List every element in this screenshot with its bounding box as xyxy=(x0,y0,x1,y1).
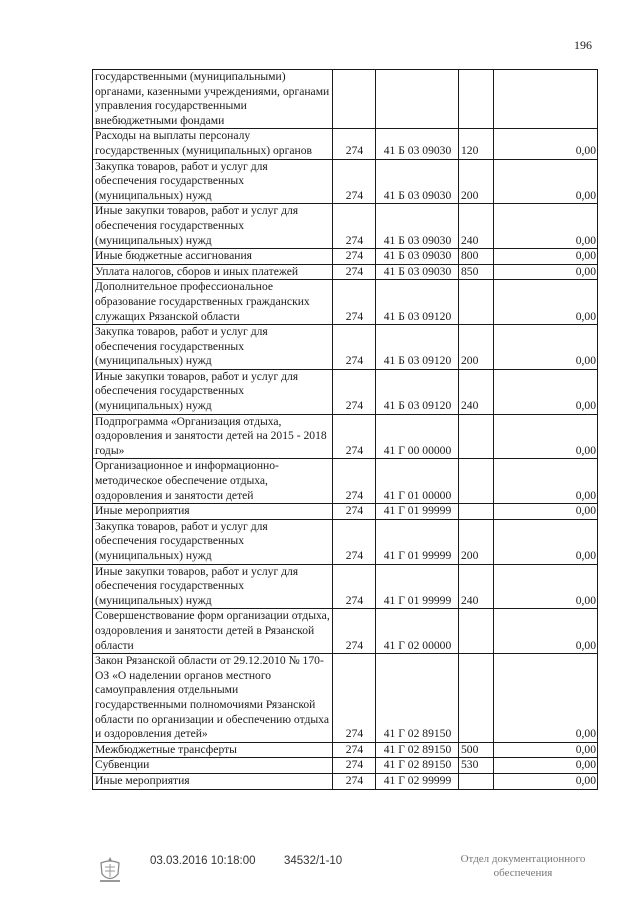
table-row xyxy=(93,70,598,129)
cell-classification: 41 Б 03 09030 xyxy=(376,264,459,280)
cell-code: 274 xyxy=(333,369,376,414)
cell-code: 274 xyxy=(333,459,376,504)
cell-classification: 41 Г 01 00000 xyxy=(376,459,459,504)
cell-code: 274 xyxy=(333,654,376,743)
cell-classification: 41 Б 03 09030 xyxy=(376,159,459,204)
table-row xyxy=(93,159,598,204)
cell-classification: 41 Г 02 89150 xyxy=(376,654,459,743)
cell-code: 274 xyxy=(333,249,376,265)
footer-doc-number: 34532/1-10 xyxy=(284,855,343,867)
budget-table xyxy=(92,69,598,790)
cell-sum: 0,00 xyxy=(494,773,598,789)
cell-classification: 41 Б 03 09030 xyxy=(376,249,459,265)
cell-code: 274 xyxy=(333,204,376,249)
table-row xyxy=(93,280,598,325)
stamp-line-2: обеспечения xyxy=(493,867,553,879)
cell-classification: 41 Б 03 09120 xyxy=(376,369,459,414)
cell-code xyxy=(333,70,376,129)
cell-classification: 41 Б 03 09120 xyxy=(376,325,459,370)
cell-classification: 41 Г 01 99999 xyxy=(376,504,459,520)
budget-table-body xyxy=(93,70,598,790)
cell-classification: 41 Г 02 89150 xyxy=(376,758,459,774)
cell-sum: 0,00 xyxy=(494,280,598,325)
cell-name: Иные закупки товаров, работ и услуг для обеспечения государственных (муниципальных) нужд xyxy=(93,204,333,249)
cell-classification xyxy=(376,70,459,129)
coat-of-arms-icon xyxy=(94,854,126,886)
department-stamp xyxy=(448,852,598,880)
cell-name: Иные мероприятия xyxy=(93,504,333,520)
cell-name: Расходы на выплаты персоналу государственных (муниципальных) органов xyxy=(93,129,333,159)
cell-expense-type xyxy=(459,773,494,789)
cell-name: Уплата налогов, сборов и иных платежей xyxy=(93,264,333,280)
cell-name: Субвенции xyxy=(93,758,333,774)
cell-expense-type: 800 xyxy=(459,249,494,265)
cell-name: государственными (муниципальными) органами, казенными учреждениями, органами управления государственными внебюджетными фондами xyxy=(93,70,333,129)
cell-name: Иные бюджетные ассигнования xyxy=(93,249,333,265)
table-row xyxy=(93,325,598,370)
footer-timestamp: 03.03.2016 10:18:00 xyxy=(150,855,256,867)
cell-sum: 0,00 xyxy=(494,325,598,370)
table-row xyxy=(93,773,598,789)
table-row xyxy=(93,369,598,414)
cell-sum: 0,00 xyxy=(494,758,598,774)
cell-classification: 41 Г 01 99999 xyxy=(376,564,459,609)
table-row xyxy=(93,758,598,774)
cell-sum: 0,00 xyxy=(494,249,598,265)
cell-expense-type xyxy=(459,414,494,459)
cell-expense-type: 240 xyxy=(459,369,494,414)
cell-name: Закон Рязанской области от 29.12.2010 № 170-ОЗ «О наделении органов местного самоуправления отдельными государственными полномочиями Рязанской области по организации и обеспечению отдыха и оздоровления детей» xyxy=(93,654,333,743)
cell-name: Иные мероприятия xyxy=(93,773,333,789)
cell-expense-type xyxy=(459,504,494,520)
cell-expense-type: 850 xyxy=(459,264,494,280)
cell-expense-type: 200 xyxy=(459,159,494,204)
cell-code: 274 xyxy=(333,280,376,325)
cell-sum: 0,00 xyxy=(494,159,598,204)
cell-name: Иные закупки товаров, работ и услуг для обеспечения государственных (муниципальных) нужд xyxy=(93,369,333,414)
table-row xyxy=(93,504,598,520)
table-row xyxy=(93,249,598,265)
cell-sum: 0,00 xyxy=(494,414,598,459)
cell-code: 274 xyxy=(333,159,376,204)
cell-name: Закупка товаров, работ и услуг для обеспечения государственных (муниципальных) нужд xyxy=(93,325,333,370)
cell-code: 274 xyxy=(333,325,376,370)
cell-expense-type: 200 xyxy=(459,519,494,564)
cell-sum: 0,00 xyxy=(494,519,598,564)
stamp-line-1: Отдел документационного xyxy=(460,853,586,865)
cell-classification: 41 Г 02 99999 xyxy=(376,773,459,789)
cell-expense-type: 120 xyxy=(459,129,494,159)
cell-code: 274 xyxy=(333,773,376,789)
cell-name: Закупка товаров, работ и услуг для обеспечения государственных (муниципальных) нужд xyxy=(93,159,333,204)
cell-name: Дополнительное профессиональное образование государственных гражданских служащих Рязанской области xyxy=(93,280,333,325)
cell-sum xyxy=(494,70,598,129)
cell-name: Совершенствование форм организации отдыха, оздоровления и занятости детей в Рязанской области xyxy=(93,609,333,654)
cell-expense-type xyxy=(459,70,494,129)
cell-code: 274 xyxy=(333,264,376,280)
cell-expense-type: 500 xyxy=(459,742,494,758)
cell-sum: 0,00 xyxy=(494,609,598,654)
cell-expense-type: 240 xyxy=(459,204,494,249)
table-row xyxy=(93,204,598,249)
page-number: 196 xyxy=(574,38,592,52)
table-row xyxy=(93,264,598,280)
cell-code: 274 xyxy=(333,129,376,159)
cell-classification: 41 Б 03 09120 xyxy=(376,280,459,325)
cell-classification: 41 Г 02 89150 xyxy=(376,742,459,758)
cell-sum: 0,00 xyxy=(494,504,598,520)
table-row xyxy=(93,564,598,609)
cell-classification: 41 Б 03 09030 xyxy=(376,204,459,249)
cell-sum: 0,00 xyxy=(494,654,598,743)
cell-sum: 0,00 xyxy=(494,264,598,280)
cell-expense-type xyxy=(459,459,494,504)
cell-name: Закупка товаров, работ и услуг для обеспечения государственных (муниципальных) нужд xyxy=(93,519,333,564)
cell-classification: 41 Б 03 09030 xyxy=(376,129,459,159)
cell-code: 274 xyxy=(333,564,376,609)
cell-code: 274 xyxy=(333,758,376,774)
cell-classification: 41 Г 00 00000 xyxy=(376,414,459,459)
cell-name: Иные закупки товаров, работ и услуг для обеспечения государственных (муниципальных) нужд xyxy=(93,564,333,609)
table-row xyxy=(93,129,598,159)
cell-sum: 0,00 xyxy=(494,369,598,414)
cell-name: Межбюджетные трансферты xyxy=(93,742,333,758)
cell-sum: 0,00 xyxy=(494,459,598,504)
cell-code: 274 xyxy=(333,504,376,520)
cell-code: 274 xyxy=(333,742,376,758)
cell-code: 274 xyxy=(333,519,376,564)
cell-sum: 0,00 xyxy=(494,564,598,609)
table-row xyxy=(93,459,598,504)
cell-sum: 0,00 xyxy=(494,129,598,159)
table-row xyxy=(93,742,598,758)
cell-code: 274 xyxy=(333,414,376,459)
cell-classification: 41 Г 01 99999 xyxy=(376,519,459,564)
table-row xyxy=(93,414,598,459)
table-row xyxy=(93,519,598,564)
cell-expense-type: 200 xyxy=(459,325,494,370)
cell-expense-type xyxy=(459,280,494,325)
cell-expense-type xyxy=(459,609,494,654)
cell-sum: 0,00 xyxy=(494,204,598,249)
cell-expense-type xyxy=(459,654,494,743)
cell-code: 274 xyxy=(333,609,376,654)
cell-sum: 0,00 xyxy=(494,742,598,758)
cell-expense-type: 240 xyxy=(459,564,494,609)
table-row xyxy=(93,654,598,743)
cell-name: Организационное и информационно-методическое обеспечение отдыха, оздоровления и занятости детей xyxy=(93,459,333,504)
cell-classification: 41 Г 02 00000 xyxy=(376,609,459,654)
table-row xyxy=(93,609,598,654)
cell-name: Подпрограмма «Организация отдыха, оздоровления и занятости детей на 2015 - 2018 годы» xyxy=(93,414,333,459)
cell-expense-type: 530 xyxy=(459,758,494,774)
